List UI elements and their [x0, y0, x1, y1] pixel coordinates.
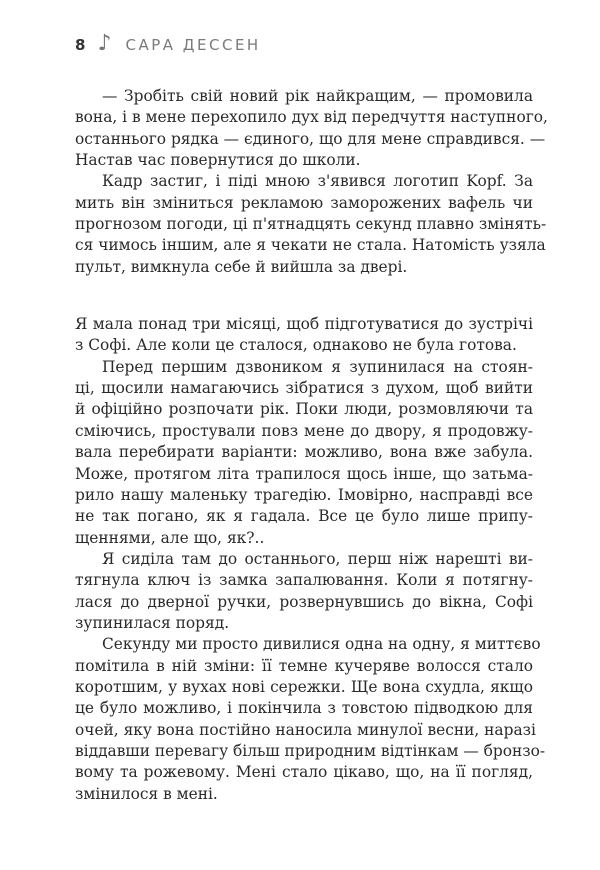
text-line: лася до дверної ручки, розвернувшись до вікна, Софі	[75, 592, 533, 611]
text-line: Секунду ми просто дивилися одна на одну, я миттєво	[102, 635, 541, 654]
text-line: прогнозом погоди, ці п'ятнадцять секунд плавно змінять-	[75, 215, 547, 234]
section-2	[75, 314, 546, 805]
text-line: коротшим, у вухах нові сережки. Ще вона схудла, якщо	[75, 677, 533, 696]
paragraph	[75, 314, 533, 357]
text-line: вала перебирати варіанти: можливо, вона вже забула.	[75, 443, 533, 462]
body-text	[75, 86, 548, 805]
text-line: Може, протягом літа трапилося щось інше, що затьма-	[75, 464, 533, 483]
text-line: — Зробіть свій новий рік найкращим, — промовила	[102, 87, 533, 105]
text-line: ці, щосили намагаючись зібратися з духом, щоб вийти	[75, 379, 533, 398]
text-line: з Софі. Але коли це сталося, однаково не була готова.	[75, 336, 517, 355]
author-name: САРА ДЕССЕН	[125, 36, 261, 54]
text-line: Кадр застиг, і піді мною з'явився логотип Kopf. За	[102, 172, 533, 191]
paragraph	[75, 86, 548, 171]
section-1	[75, 86, 548, 278]
text-line: рило нашу маленьку трагедію. Імовірно, насправді все	[75, 485, 533, 504]
text-line: й офіційно розпочати рік. Поки люди, розмовляючи та	[75, 400, 533, 419]
text-line: помітила в ній зміни: її темне кучеряве волосся стало	[75, 656, 533, 675]
text-line: тягнула ключ із замка запалювання. Коли я потягну-	[75, 571, 533, 590]
text-line: пульт, вимкнула себе й вийшла за двері.	[75, 257, 408, 276]
text-line: вому та рожевому. Мені стало цікаво, що, на її погляд,	[75, 763, 533, 782]
text-line: це було можливо, і покінчила з товстою підводкою для	[75, 699, 533, 718]
paragraph	[75, 634, 546, 805]
text-line: очей, яку вона постійно наносила минулої весни, наразі	[75, 720, 536, 739]
text-line: змінилося в мені.	[75, 784, 218, 803]
paragraph	[75, 549, 533, 634]
music-note-icon: ♪	[97, 31, 112, 56]
text-line: віддавши перевагу більш природним відтінкам — бронзо-	[75, 741, 546, 760]
text-line: вона, і в мене перехопило дух від передчуття наступного,	[75, 108, 548, 127]
text-line: ся чимось іншим, але я чекати не стала. Натомість узяла	[75, 236, 546, 255]
section-break	[75, 278, 533, 314]
text-line: щеннями, але що, як?..	[75, 528, 265, 547]
text-line: останнього рядка — єдиного, що для мене справдився. —	[75, 129, 546, 148]
text-line: мить він зміниться рекламою заморожених вафель чи	[75, 193, 533, 212]
text-line: Я сиділа там до останнього, перш ніж нарешті ви-	[102, 549, 533, 568]
paragraph	[75, 357, 533, 549]
page-number: 8	[75, 36, 86, 54]
text-line: зупинилася поряд.	[75, 613, 230, 632]
text-line: не так погано, як я гадала. Все це було лише припу-	[75, 507, 533, 526]
paragraph	[75, 171, 547, 278]
text-line: Настав час повернутися до школи.	[75, 151, 361, 170]
text-line: Я мала понад три місяці, щоб підготуватися до зустрічі	[75, 315, 533, 334]
text-line: сміючись, простували повз мене до двору, я продовжу-	[75, 421, 533, 440]
text-line: Перед першим дзвоником я зупинилася на стоян-	[102, 357, 533, 376]
running-header	[75, 33, 261, 57]
